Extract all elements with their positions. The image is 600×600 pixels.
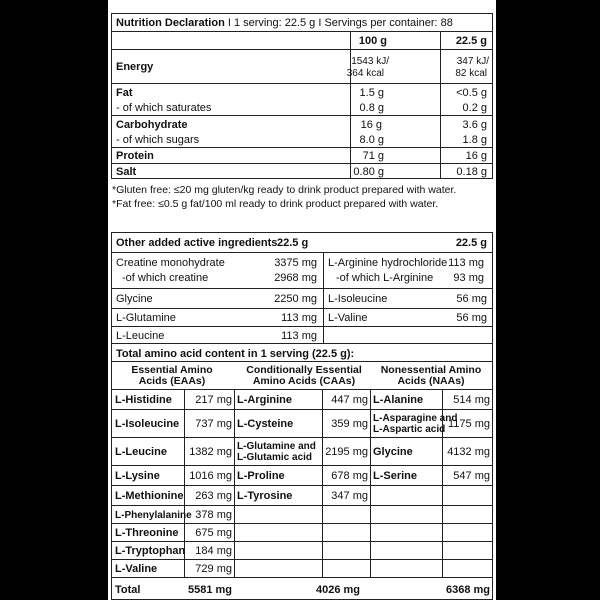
fat-note: *Fat free: ≤0.5 g fat/100 ml ready to drink product prepared with water. (112, 198, 439, 210)
protein-row: Protein 71 g 16 g (112, 148, 492, 164)
amino-row: L-Valine 729 mg (112, 560, 492, 578)
carbohydrate-row: Carbohydrate 16 g 3.6 g - of which sugars 8.0 g 1.8 g (112, 116, 492, 148)
declaration-header-row (112, 32, 492, 50)
fat-row: Fat 1.5 g <0.5 g - of which saturates 0.8 g 0.2 g (112, 84, 492, 116)
amino-row: L-Methionine 263 mg L-Tyrosine 347 mg (112, 486, 492, 506)
amino-row: L-Phenylalanine 378 mg (112, 506, 492, 524)
glutamine-row: L-Glutamine 113 mg L-Valine 56 mg (112, 309, 492, 327)
active-ingredients-table (111, 232, 493, 344)
amino-row: L-Threonine 675 mg (112, 524, 492, 542)
amino-row: L-Histidine 217 mg L-Arginine 447 mg L-Alanine 514 mg (112, 390, 492, 410)
amino-row: L-Leucine 1382 mg L-Glutamine and L-Glutamic acid 2195 mg Glycine 4132 mg (112, 438, 492, 466)
amino-header-row: Essential Amino Acids (EAAs) Conditionally Essential Amino Acids (CAAs) Nonessential Amino Acids (NAAs) (112, 362, 492, 390)
amino-row: L-Isoleucine 737 mg L-Cysteine 359 mg L-Asparagine and L-Aspartic acid 1175 mg (112, 410, 492, 438)
amino-row: L-Tryptophan 184 mg (112, 542, 492, 560)
energy-row: Energy 1543 kJ/ 364 kcal 347 kJ/ 82 kcal (112, 50, 492, 84)
column-100g: 100 g (358, 35, 387, 47)
creatine-row: Creatine monohydrate 3375 mg -of which creatine 2968 mg L-Arginine hydrochloride 113 mg -of which L-Arginine 93 mg (112, 253, 492, 289)
amino-total-row: Total 5581 mg 4026 mg 6368 mg (115, 584, 490, 596)
nutrition-label (108, 0, 496, 600)
gluten-note: *Gluten free: ≤20 mg gluten/kg ready to drink product prepared with water. (112, 184, 457, 196)
active-header-row: Other added active ingredients 22.5 g 22.5 g (112, 233, 492, 253)
declaration-title-row (112, 14, 492, 32)
nutrition-declaration-table (111, 13, 493, 179)
amino-acid-table (111, 344, 493, 600)
salt-row: Salt 0.80 g 0.18 g (116, 166, 487, 178)
amino-title-row: Total amino acid content in 1 serving (22.5 g): (112, 344, 492, 362)
column-serving: 22.5 g (455, 35, 487, 47)
glycine-row: Glycine 2250 mg L-Isoleucine 56 mg (112, 289, 492, 309)
declaration-title: Nutrition Declaration (116, 17, 225, 29)
leucine-row: L-Leucine 113 mg (116, 330, 317, 342)
declaration-subtitle: I 1 serving: 22.5 g I Servings per container: 88 (224, 17, 453, 29)
amino-row: L-Lysine 1016 mg L-Proline 678 mg L-Serine 547 mg (112, 466, 492, 486)
